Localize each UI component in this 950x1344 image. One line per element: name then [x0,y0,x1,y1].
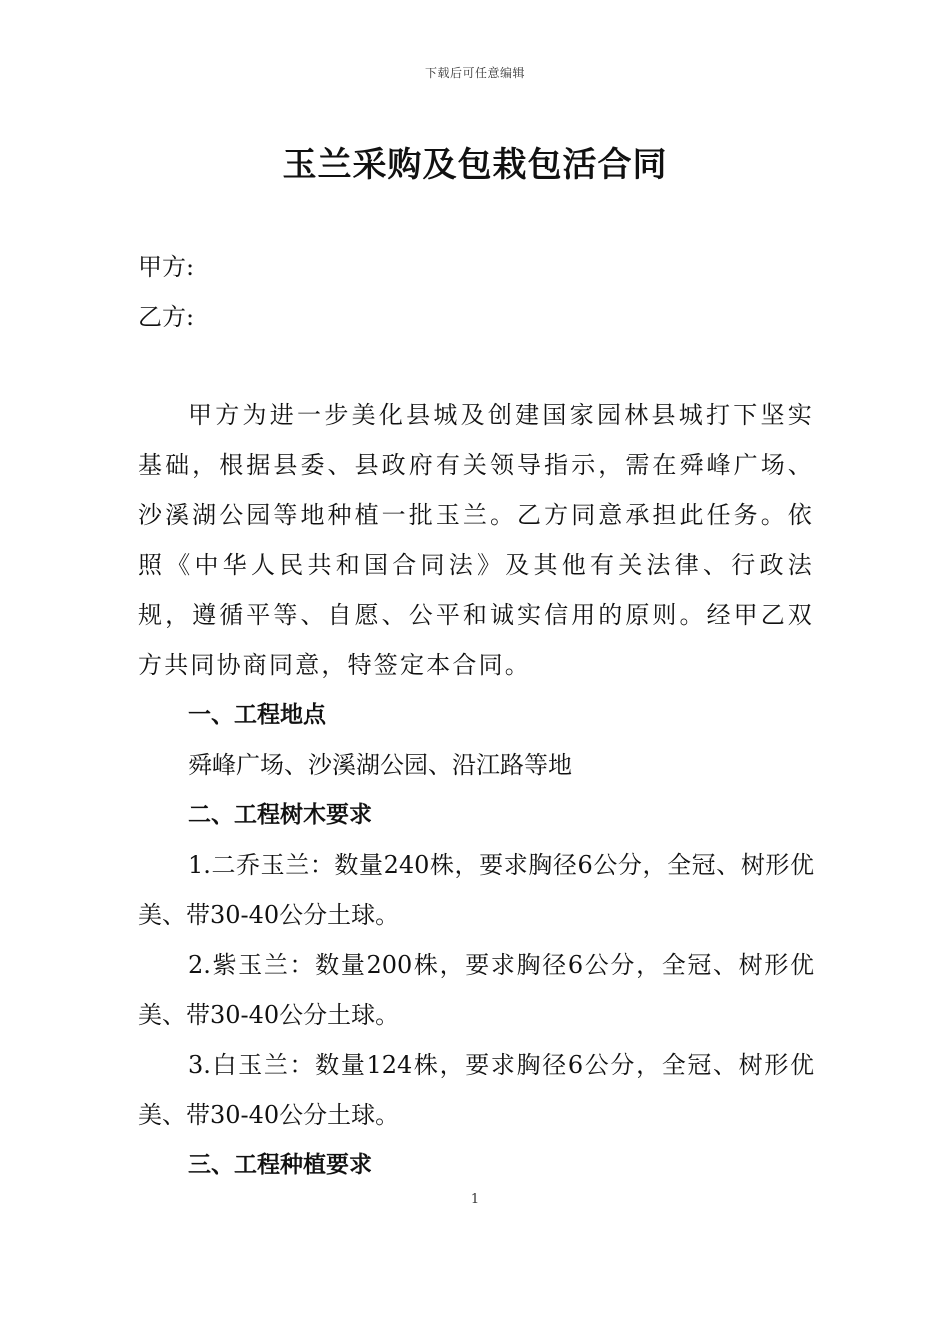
contract-title: 玉兰采购及包栽包活合同 [282,145,668,185]
party-b-label: 乙方: [138,303,195,331]
page-number: 1 [470,1192,480,1207]
party-a-label: 甲方: [138,253,195,281]
location-paragraph: 舜峰广场、沙溪湖公园、沿江路等地 [188,751,572,779]
section-heading-tree-requirements: 二、工程树木要求 [188,802,372,828]
tree-item-3: 3.白玉兰：数量124株，要求胸径6公分，全冠、树形优美、带30-40公分土球。 [138,1051,814,1129]
tree-item-2: 2.紫玉兰：数量200株，要求胸径6公分，全冠、树形优美、带30-40公分土球。 [138,951,814,1029]
section-heading-location: 一、工程地点 [188,702,326,728]
tree-item-1: 1.二乔玉兰：数量240株，要求胸径6公分，全冠、树形优美、带30-40公分土球。 [138,851,814,929]
contract-body [138,390,814,1190]
header-note: 下载后可任意编辑 [424,66,525,80]
section-heading-planting-requirements: 三、工程种植要求 [188,1152,372,1178]
intro-paragraph: 甲方为进一步美化县城及创建国家园林县城打下坚实基础，根据县委、县政府有关领导指示，需在舜峰广场、沙溪湖公园等地种植一批玉兰。乙方同意承担此任务。依照《中华人民共和国合同法》及其他有关法律、行政法规，遵循平等、自愿、公平和诚实信用的原则。经甲乙双方共同协商同意，特签定本合同。 [138,401,814,679]
